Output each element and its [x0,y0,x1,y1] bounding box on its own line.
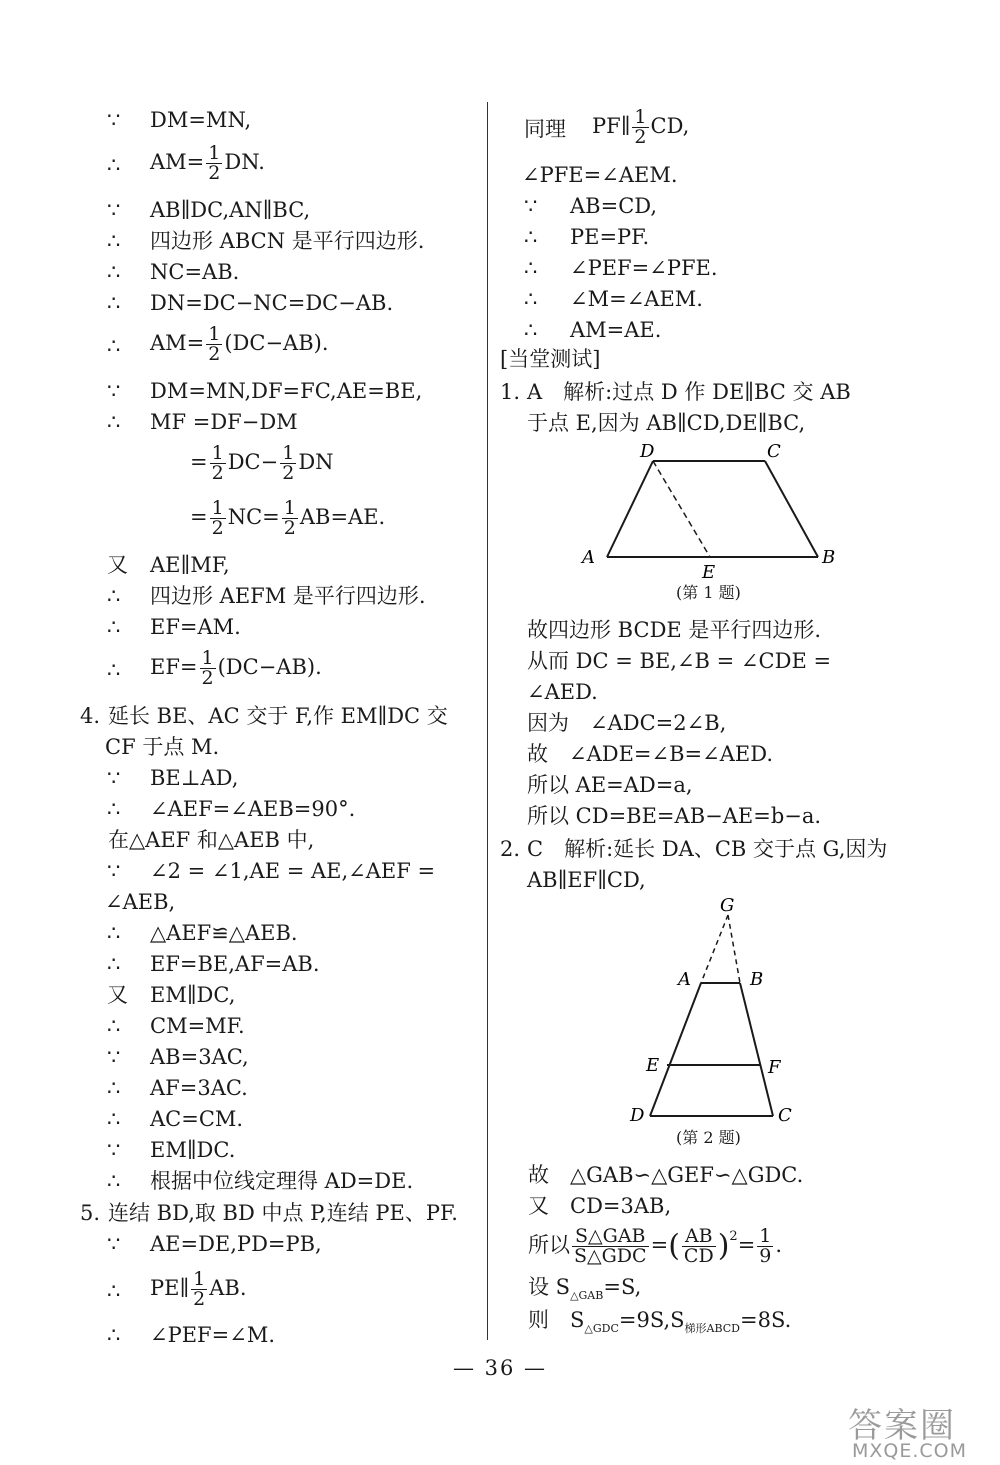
line-text: 设 S [528,1275,571,1299]
fraction-numerator: AB [682,1227,716,1247]
text-line [527,710,726,736]
line-text: AB∥EF∥CD, [527,868,646,892]
text-line [108,703,448,729]
fraction-denominator: 2 [211,462,224,484]
line-marker: 1. [500,380,521,404]
edge-AD [650,983,701,1116]
text-line [150,1231,322,1257]
fraction [206,325,222,364]
line-marker: ∵ [107,1138,121,1162]
text-line [150,107,251,133]
text-line [150,1137,235,1163]
line-text: PE [150,1276,180,1300]
text-line [150,583,426,609]
line-marker: ∴ [107,1076,121,1100]
line-text: MF =DF−DM [150,410,298,434]
line-text: 所以 [528,1233,570,1257]
line-text: (DC−AB). [224,331,329,355]
line-text: 根据中位线定理得 AD=DE. [150,1169,414,1193]
line-marker: ∴ [107,1014,121,1038]
line-text: NC= [227,505,280,529]
line-marker: ∵ [524,194,538,218]
line-text: 又 CD=3AB, [528,1194,672,1218]
fraction-denominator: 2 [201,667,214,689]
fraction-numerator: 1 [634,106,647,128]
line-marker: ∴ [107,615,121,639]
line-text: ∠AEB, [105,890,176,914]
watermark-logo [848,1398,993,1462]
line-marker: ∴ [107,410,121,434]
text-line [150,144,265,183]
text-line [527,836,887,862]
text-line [570,193,657,219]
fraction-denominator: 2 [282,462,295,484]
text-line [570,317,661,343]
line-text: CD, [650,114,690,138]
line-text: DN=DC−NC=DC−AB. [150,291,394,315]
line-marker: 又 [107,553,128,577]
label-C: C [778,1105,792,1123]
edge-GA-dashed [701,915,728,983]
edge-GB-dashed [728,915,740,983]
line-text: PF [592,114,621,138]
line-text: ∠2 = ∠1,AE = AE,∠AEF = [150,859,436,883]
text-line [150,1106,243,1132]
label-B: B [822,547,836,568]
line-text: 所以 AE=AD=a, [527,773,693,797]
subscript: △GDC [584,1322,619,1336]
text-line [150,858,435,884]
figure-1 [560,432,860,607]
edge-CB [765,461,818,557]
text-line [527,772,693,798]
figure-1-caption: (第 1 题) [676,583,741,602]
fraction-numerator: 1 [283,497,296,519]
text-line [592,108,689,147]
line-text: AB∥DC,AN∥BC, [150,198,311,222]
line-text: EF=AM. [150,615,241,639]
text-line [528,1162,803,1188]
fraction-denominator: S△GDC [574,1245,647,1267]
line-text: CF 于点 M. [105,735,220,759]
ratio-fraction [682,1227,716,1266]
line-marker: ∴ [524,256,538,280]
line-marker: 同理 [524,117,566,141]
fraction-denominator: 2 [208,343,221,365]
line-text: =9S,S [618,1308,685,1332]
fraction-denominator: 2 [634,126,647,148]
line-marker: ∴ [107,153,121,177]
line-marker: ∴ [107,291,121,315]
text-line [150,378,422,404]
text-line [190,444,334,483]
fraction-denominator: 2 [211,517,224,539]
line-text: 因为 ∠ADC=2∠B, [527,711,727,735]
text-line [150,920,298,946]
line-marker: ∴ [107,584,121,608]
text-line [105,734,219,760]
edge-AD [607,461,653,557]
line-text: AB. [209,1276,247,1300]
line-marker: ∴ [107,1323,121,1347]
line-marker: ∵ [107,108,121,132]
text-line [150,982,235,1008]
line-marker: ∴ [524,287,538,311]
line-text: AE∥MF, [150,553,230,577]
line-marker: ∴ [107,260,121,284]
line-marker: ∵ [107,379,121,403]
line-marker: ∵ [107,1045,121,1069]
line-text: 四边形 AEFM 是平行四边形. [150,584,426,608]
line-text: ∠AEF=∠AEB=90°. [150,797,356,821]
line-text: DM=MN,DF=FC,AE=BE, [150,379,423,403]
line-marker: ∴ [107,797,121,821]
line-marker: ∴ [107,921,121,945]
line-text: DN. [224,150,265,174]
line-text: 所以 CD=BE=AB−AE=b−a. [527,804,822,828]
line-text: (DC−AB). [217,655,322,679]
fraction-numerator: S△GAB [572,1227,649,1247]
text-line [527,741,773,767]
line-marker: ∴ [107,1169,121,1193]
line-text: ∠PEF=∠PFE. [570,256,718,280]
subscript: 梯形ABCD [684,1322,740,1336]
line-text: 从而 DC = BE,∠B = ∠CDE = [527,649,832,673]
text-line [528,1310,791,1339]
fraction [191,1270,207,1309]
figure-2-caption: (第 2 题) [676,1128,741,1147]
text-line [150,552,230,578]
line-marker: ∴ [107,952,121,976]
line-text: DN [298,450,334,474]
text-line [527,803,821,829]
line-text: AB=3AC, [150,1045,249,1069]
line-marker: ∴ [107,229,121,253]
label-E: E [702,562,716,583]
line-text: = [737,1233,756,1257]
text-line [150,259,239,285]
text-line [150,409,298,435]
figure-2 [620,893,800,1148]
watermark-text: 答案圈 [848,1406,956,1446]
fraction-numerator: 1 [208,323,221,345]
edge-BC [740,983,773,1116]
line-text: AB=AE. [299,505,386,529]
line-text: = [190,450,208,474]
equal-parallel-symbol: ∥ [620,114,631,138]
text-line [150,951,320,977]
line-marker: 又 [107,983,128,1007]
line-marker: ∵ [107,198,121,222]
label-D: D [630,1105,645,1123]
line-text: AC=CM. [150,1107,244,1131]
text-line [150,796,355,822]
line-text: 延长 BE、AC 交于 F,作 EM∥DC 交 [108,704,448,728]
line-marker: 4. [80,704,101,728]
fraction [210,499,226,538]
text-line [527,679,598,705]
line-marker: ∴ [524,318,538,342]
line-text: △AEF≌△AEB. [150,921,298,945]
line-text: BE⊥AD, [150,766,239,790]
label-F: F [768,1057,781,1078]
text-line [150,325,329,364]
fraction-numerator: 1 [193,1268,206,1290]
line-marker: ∴ [524,225,538,249]
line-text: AM= [150,150,205,174]
text-line [528,1227,782,1266]
line-text: CM=MF. [150,1014,245,1038]
fraction-denominator: 9 [759,1245,772,1267]
line-text: =S, [603,1275,642,1299]
area-ratio-fraction [572,1227,649,1266]
line-text: 在△AEF 和△AEB 中, [108,828,315,852]
text-line [150,1270,247,1309]
fraction-denominator: CD [683,1245,714,1267]
text-line [570,224,649,250]
text-line [500,346,600,372]
fraction [200,649,216,688]
fraction-numerator: 1 [282,442,295,464]
label-C: C [767,441,781,462]
line-marker: ∴ [107,1107,121,1131]
line-text: AF=3AC. [150,1076,248,1100]
text-line [527,379,851,405]
fraction-denominator: 2 [208,162,221,184]
text-line [527,867,646,893]
edge-DE-dashed [653,461,710,557]
fraction [206,144,222,183]
line-text: = [190,505,208,529]
line-text: C 解析:延长 DA、CB 交于点 G,因为 [527,837,888,861]
text-line [570,255,718,281]
text-line [105,889,175,915]
fraction-denominator: 2 [193,1288,206,1310]
fraction-denominator: 2 [283,517,296,539]
line-marker: ∴ [107,334,121,358]
line-text: [当堂测试] [500,347,601,371]
text-line [150,1013,245,1039]
right-paren: ) [717,1228,730,1264]
line-text: AM=AE. [570,318,662,342]
line-text: AM= [150,331,205,355]
label-B: B [750,969,764,990]
text-line [150,765,238,791]
line-marker: ∴ [107,1279,121,1303]
text-line [150,290,393,316]
label-A: A [582,547,595,568]
page-number: — 36 — [452,1356,548,1380]
line-text: EM∥DC. [150,1138,236,1162]
line-marker: ∴ [107,658,121,682]
text-line [528,1277,641,1306]
line-text: EM∥DC, [150,983,236,1007]
line-marker: ∵ [107,1232,121,1256]
text-line [150,1322,275,1348]
line-text: = [650,1233,669,1257]
line-marker: ∵ [107,766,121,790]
line-text: 四边形 ABCN 是平行四边形. [150,229,425,253]
line-text: EF=BE,AF=AB. [150,952,320,976]
line-text: ∠PFE=∠AEM. [522,163,678,187]
label-A: A [678,969,691,990]
exponent: 2 [729,1229,738,1244]
line-text: . [775,1233,783,1257]
text-line [570,286,703,312]
label-G: G [720,895,735,916]
line-text: NC=AB. [150,260,240,284]
label-D: D [640,441,655,462]
line-text: 连结 BD,取 BD 中点 P,连结 PE、PF. [108,1201,458,1225]
line-text: 则 S [528,1308,585,1332]
column-divider [487,102,488,1340]
line-text: DC− [227,450,279,474]
text-line [522,162,678,188]
fraction-numerator: 1 [208,142,221,164]
text-line [108,1200,458,1226]
line-text: ∠PEF=∠M. [150,1323,275,1347]
text-line [527,648,831,674]
result-fraction [757,1227,773,1266]
line-text: AE=DE,PD=PB, [150,1232,322,1256]
line-text: DM=MN, [150,108,252,132]
line-marker: 5. [80,1201,101,1225]
fraction-numerator: 1 [759,1225,772,1247]
line-text: 故四边形 BCDE 是平行四边形. [527,618,822,642]
fraction [210,444,226,483]
fraction-numerator: 1 [201,647,214,669]
line-text: ∠M=∠AEM. [570,287,703,311]
equal-parallel-symbol: ∥ [179,1276,190,1300]
text-line [150,1075,248,1101]
line-text: AB=CD, [570,194,658,218]
left-paren: ( [668,1228,680,1264]
line-text: 故 ∠ADE=∠B=∠AED. [527,742,774,766]
text-line [108,827,314,853]
fraction-numerator: 1 [211,442,224,464]
line-text: A 解析:过点 D 作 DE∥BC 交 AB [527,380,851,404]
line-text: ∠AED. [527,680,598,704]
fraction [632,108,648,147]
line-text: PE=PF. [570,225,650,249]
text-line [528,1193,671,1219]
line-text: 故 △GAB∽△GEF∽△GDC. [528,1163,804,1187]
subscript: △GAB [570,1289,604,1303]
text-line [150,649,322,688]
fraction [282,499,298,538]
text-line [150,197,310,223]
text-line [527,617,821,643]
text-line [190,499,385,538]
text-line [150,1168,413,1194]
watermark-url: MXQE.COM [852,1440,968,1462]
line-marker: 2. [500,837,521,861]
line-text: 于点 E,因为 AB∥CD,DE∥BC, [527,411,806,435]
line-text: =8S. [740,1308,792,1332]
text-line [150,228,424,254]
label-E: E [646,1055,660,1076]
line-marker: ∵ [107,859,121,883]
text-line [150,614,241,640]
fraction [280,444,296,483]
text-line [150,1044,249,1070]
fraction-numerator: 1 [211,497,224,519]
figure-2-diagram [620,893,800,1123]
line-text: EF= [150,655,198,679]
